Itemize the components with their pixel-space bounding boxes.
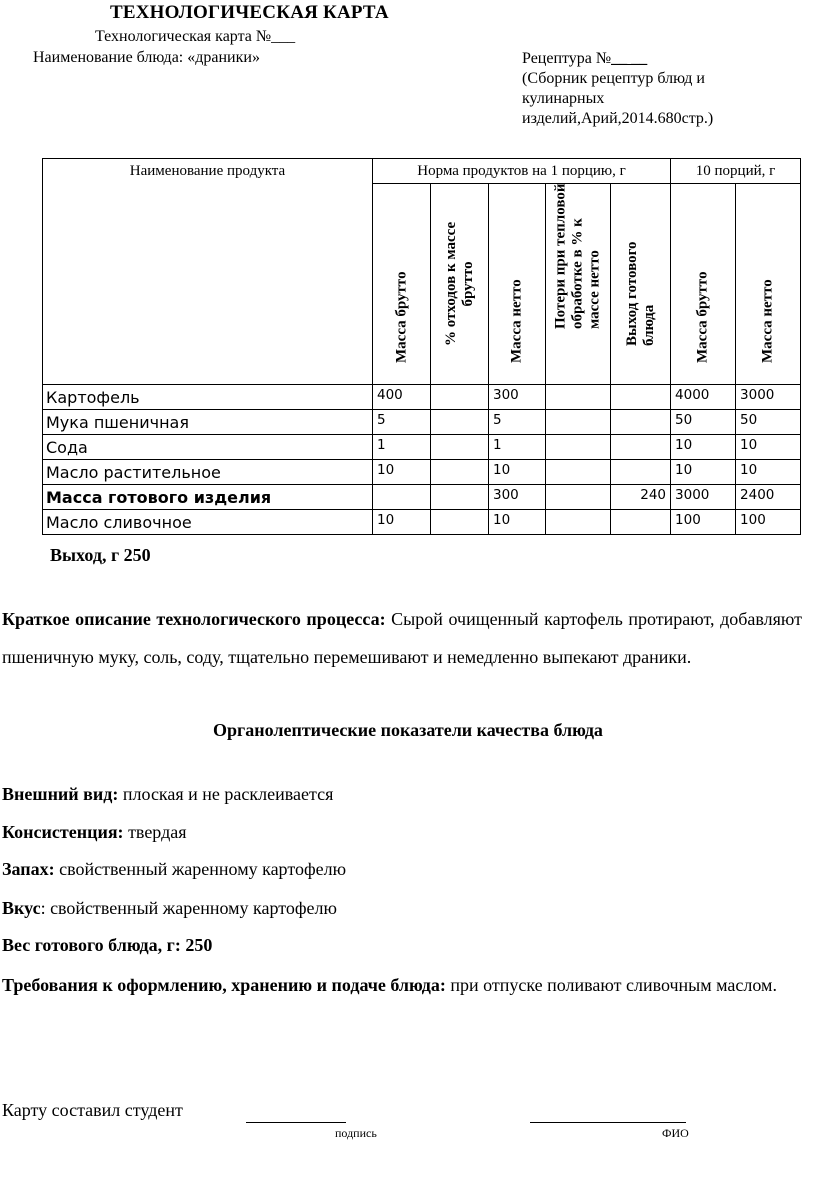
value-cell: [373, 485, 431, 510]
value-cell: 300: [489, 385, 546, 410]
value-cell: 10: [736, 435, 801, 460]
value-cell: 100: [736, 510, 801, 535]
value-cell: 400: [373, 385, 431, 410]
table-row: [43, 510, 801, 535]
name-line: [530, 1122, 686, 1123]
compiled-by-label: Карту составил студент: [2, 1100, 183, 1120]
value-cell: [431, 460, 489, 485]
product-name-cell: Сода: [43, 435, 373, 460]
card-number: Технологическая карта №___: [95, 28, 296, 45]
value-cell: 100: [671, 510, 736, 535]
dish-name: Наименование блюда: «драники»: [33, 49, 260, 66]
norm-column-header: Норма продуктов на 1 порцию, г: [373, 159, 671, 184]
subheader-heat-loss: Потери при тепловой обработке в % к массе нетто: [546, 184, 611, 385]
quality-smell: Запах: свойственный жаренному картофелю: [2, 859, 347, 879]
subheader-output: Выход готового блюда: [611, 184, 671, 385]
value-cell: [546, 485, 611, 510]
value-cell: 10: [489, 460, 546, 485]
value-cell: [546, 510, 611, 535]
serving-text: при отпуске поливают сливочным маслом.: [445, 975, 777, 995]
product-name-cell: Масло сливочное: [43, 510, 373, 535]
value-cell: 10: [671, 435, 736, 460]
product-name-cell: Мука пшеничная: [43, 410, 373, 435]
signature-line: [246, 1122, 346, 1123]
value-cell: 1: [373, 435, 431, 460]
subheader-gross-mass-10: Масса брутто: [671, 184, 736, 385]
value-cell: 1: [489, 435, 546, 460]
value-cell: [431, 485, 489, 510]
value-cell: [611, 435, 671, 460]
recipe-number: Рецептура №__ __: [522, 50, 648, 67]
value-cell: 5: [373, 410, 431, 435]
serving-label: Требования к оформлению, хранению и подаче блюда:: [2, 975, 446, 995]
recipe-source-line: (Сборник рецептур блюд и: [522, 70, 705, 87]
value-cell: 10: [489, 510, 546, 535]
table-row: [43, 435, 801, 460]
table-header-row: [43, 159, 801, 184]
value-cell: 2400: [736, 485, 801, 510]
value-cell: [546, 385, 611, 410]
serving-requirements: [2, 966, 802, 1004]
product-name-cell: Картофель: [43, 385, 373, 410]
value-cell: [611, 385, 671, 410]
value-cell: [611, 460, 671, 485]
value-cell: [611, 410, 671, 435]
process-label: Краткое описание технологического процесса:: [2, 609, 386, 629]
value-cell: 10: [373, 460, 431, 485]
quality-consistency: Консистенция: твердая: [2, 822, 187, 842]
yield-text: Выход, г 250: [50, 545, 151, 565]
value-cell: [546, 410, 611, 435]
quality-weight: Вес готового блюда, г: 250: [2, 935, 213, 955]
value-cell: [431, 510, 489, 535]
subheader-net-mass: Масса нетто: [489, 184, 546, 385]
value-cell: 240: [611, 485, 671, 510]
value-cell: 3000: [671, 485, 736, 510]
name-caption: ФИО: [662, 1126, 689, 1140]
value-cell: 10: [373, 510, 431, 535]
value-cell: [431, 385, 489, 410]
value-cell: [431, 410, 489, 435]
recipe-info: [522, 49, 713, 129]
recipe-source-line: кулинарных: [522, 90, 605, 107]
signature-caption: подпись: [335, 1126, 377, 1140]
value-cell: [611, 510, 671, 535]
value-cell: 10: [736, 460, 801, 485]
subheader-net-mass-10: Масса нетто: [736, 184, 801, 385]
value-cell: 10: [671, 460, 736, 485]
product-name-cell: Масса готового изделия: [43, 485, 373, 510]
value-cell: [431, 435, 489, 460]
table-row: [43, 460, 801, 485]
organoleptic-title: Органолептические показатели качества блюда: [213, 720, 603, 740]
document-title: ТЕХНОЛОГИЧЕСКАЯ КАРТА: [110, 2, 389, 23]
table-row: [43, 385, 801, 410]
subheader-gross-mass: Масса брутто: [373, 184, 431, 385]
quality-taste: Вкус: свойственный жаренному картофелю: [2, 898, 337, 918]
value-cell: [546, 460, 611, 485]
value-cell: 50: [671, 410, 736, 435]
value-cell: 4000: [671, 385, 736, 410]
process-text: Сырой очищенный картофель протирают, добавляют пшеничную муку, соль, соду, тщательно перемешивают и немедленно выпекают драники.: [2, 609, 802, 667]
ten-portions-column-header: 10 порций, г: [671, 159, 801, 184]
value-cell: 50: [736, 410, 801, 435]
quality-appearance: Внешний вид: плоская и не расклеивается: [2, 784, 334, 804]
table-row: [43, 485, 801, 510]
value-cell: [546, 435, 611, 460]
value-cell: 300: [489, 485, 546, 510]
recipe-source-line: изделий,Арий,2014.680стр.): [522, 110, 714, 127]
ingredients-table: [42, 158, 801, 535]
value-cell: 3000: [736, 385, 801, 410]
process-description: [2, 600, 802, 676]
value-cell: 5: [489, 410, 546, 435]
subheader-waste-percent: % отходов к массе брутто: [431, 184, 489, 385]
table-row: [43, 410, 801, 435]
product-column-header: Наименование продукта: [43, 159, 373, 385]
product-name-cell: Масло растительное: [43, 460, 373, 485]
